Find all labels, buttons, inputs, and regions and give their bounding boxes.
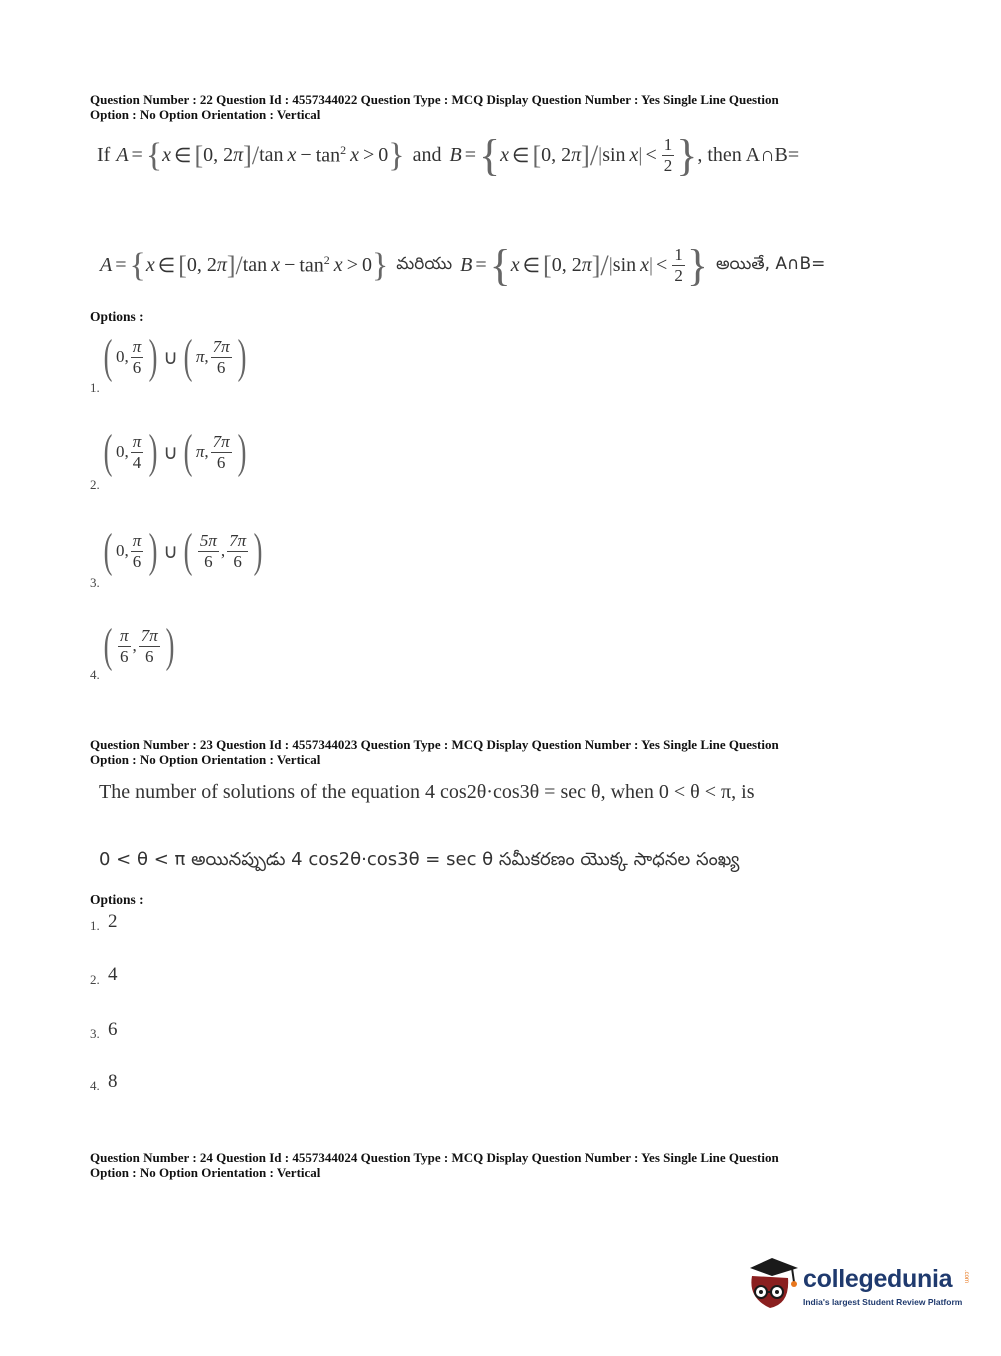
- option-3-number: 3.: [90, 1026, 100, 1041]
- question-text-english: If A = { x ∈ [ 0, 2 π ] / tan x − $\tan^2$ x > 0 } and B = { x ∈ [ 0, 2 π ] / | sin x | < $\frac{1}{2}$ } , then A∩B=: [97, 131, 800, 180]
- question-header-line1: Question Number : 22 Question Id : 4557344022 Question Type : MCQ Display Question Number : Yes Single Line Question: [90, 92, 779, 107]
- question-header-line2: Option : No Option Orientation : Vertical: [90, 107, 321, 122]
- option-1-value: 2: [108, 911, 118, 932]
- options-label: Options :: [90, 892, 144, 907]
- question-header-line2: Option : No Option Orientation : Vertical: [90, 1165, 321, 1180]
- option-1-number: 1.: [90, 918, 100, 933]
- option-4-number: 4.: [90, 1078, 100, 1093]
- telugu-then-phrase: అయితే, A∩B=: [715, 253, 826, 274]
- and-word: and: [412, 144, 442, 166]
- option-4-number: 4.: [90, 667, 100, 682]
- option-4-expression: ( $\frac{\pi}{6}$ , $\frac{7\pi}{6}$ ): [103, 619, 175, 672]
- question-if-word: If: [97, 144, 111, 166]
- option-3-number: 3.: [90, 575, 100, 590]
- collegedunia-logo: [742, 1250, 972, 1320]
- mascot-icon: [742, 1252, 802, 1312]
- question-header-line2: Option : No Option Orientation : Vertical: [90, 752, 321, 767]
- option-3-value: 6: [108, 1019, 118, 1040]
- then-phrase: , then A∩B=: [697, 144, 800, 166]
- brand-name: collegedunia: [803, 1265, 953, 1293]
- option-2-value: 4: [108, 964, 118, 985]
- question-text-telugu: 0 < θ < π అయినప్పుడు 4 cos2θ·cos3θ = sec θ సమీకరణం యొక్క సాధనల సంఖ్య: [99, 849, 740, 870]
- question-header: [90, 92, 950, 122]
- option-2-expression: ( 0, $\frac{\pi}{4}$ ) ∪ ( π , $\frac{7\pi}{6}$ ): [103, 425, 247, 478]
- question-header: [90, 1150, 950, 1180]
- option-1-number: 1.: [90, 380, 100, 395]
- question-header-line1: Question Number : 23 Question Id : 4557344023 Question Type : MCQ Display Question Number : Yes Single Line Question: [90, 737, 779, 752]
- option-1-expression: ( 0, $\frac{\pi}{6}$ ) ∪ ( π , $\frac{7\pi}{6}$ ): [103, 330, 247, 383]
- brand-tagline: India's largest Student Review Platform: [803, 1297, 963, 1307]
- option-4-value: 8: [108, 1071, 118, 1092]
- option-3-expression: ( 0, $\frac{\pi}{6}$ ) ∪ ( $\frac{5\pi}{6}$ , $\frac{7\pi}{6}$ ): [103, 524, 263, 577]
- brand-suffix: .com: [963, 1270, 969, 1284]
- question-text-telugu: A = { x ∈ [ 0, 2 π ] / tan x − $\tan^2$ x > 0 } మరియు B = { x ∈ [ 0, 2 π ] / | sin x | < $\frac{1}{2}$ } అయితే, A∩B=: [100, 241, 826, 290]
- question-header-line1: Question Number : 24 Question Id : 4557344024 Question Type : MCQ Display Question Number : Yes Single Line Question: [90, 1150, 779, 1165]
- options-label: Options :: [90, 309, 144, 324]
- question-header: [90, 737, 950, 767]
- set-a-definition: A: [116, 144, 129, 166]
- telugu-and-word: మరియు: [396, 253, 453, 274]
- option-2-number: 2.: [90, 972, 100, 987]
- option-2-number: 2.: [90, 477, 100, 492]
- question-text-english: The number of solutions of the equation 4 cos2θ·cos3θ = sec θ, when 0 < θ < π, is: [99, 781, 755, 803]
